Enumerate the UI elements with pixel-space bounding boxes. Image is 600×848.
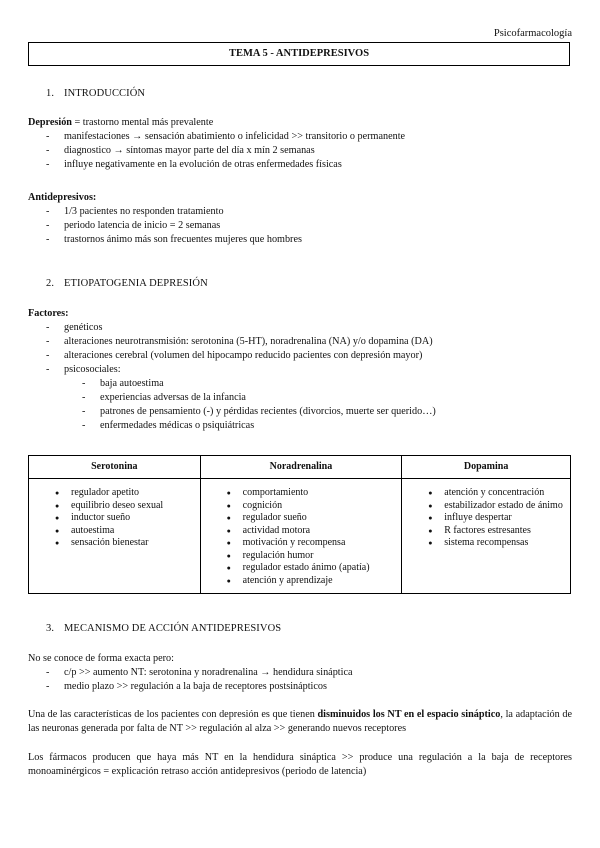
serotonina-list bbox=[29, 487, 200, 550]
neurotransmitter-table bbox=[28, 455, 571, 594]
list-item: - manifestaciones → sensación abatimiento o infelicidad >> transitorio o permanente bbox=[28, 130, 572, 144]
column-header-serotonina: Serotonina bbox=[29, 456, 201, 479]
list-item: ● cognición bbox=[201, 500, 402, 513]
list-item: - alteraciones cerebral (volumen del hipocampo reducido pacientes con depresión mayor) bbox=[28, 349, 572, 363]
psicosociales-list bbox=[28, 377, 572, 433]
list-item: - c/p >> aumento NT: serotonina y noradrenalina → hendidura sináptica bbox=[28, 666, 572, 680]
table-row bbox=[29, 479, 571, 594]
list-item: ● sistema recompensas bbox=[402, 537, 570, 550]
list-item: ● equilibrio deseo sexual bbox=[29, 500, 200, 513]
paragraph-text: , la adaptación de las neuronas generada por falta de NT >> regulación al alza >> generando nuevos receptores bbox=[28, 709, 573, 734]
list-item: ● motivación y recompensa bbox=[201, 537, 402, 550]
noradrenalina-list bbox=[201, 487, 402, 587]
section-heading-etiopatogenia bbox=[46, 277, 208, 291]
list-item: - diagnostico → síntomas mayor parte del día x mín 2 semanas bbox=[28, 144, 572, 158]
list-item: - medio plazo >> regulación a la baja de receptores postsinápticos bbox=[28, 680, 572, 694]
list-item: ● inductor sueño bbox=[29, 512, 200, 525]
page-header-subject: Psicofarmacología bbox=[493, 28, 572, 39]
list-item: ● regulador apetito bbox=[29, 487, 200, 500]
paragraph-farmacos bbox=[28, 751, 572, 779]
noradrenalina-cell bbox=[200, 479, 402, 594]
list-item: - trastornos ánimo más son frecuentes mujeres que hombres bbox=[28, 233, 572, 247]
list-item: ● actividad motora bbox=[201, 525, 402, 538]
paragraph-nt-disminuidos bbox=[28, 708, 572, 736]
list-item: ● regulador sueño bbox=[201, 512, 402, 525]
section-number: 2. bbox=[46, 278, 55, 289]
list-item: ● influye despertar bbox=[402, 512, 570, 525]
section-title-text: INTRODUCCIÓN bbox=[64, 88, 146, 99]
list-item: ● atención y aprendizaje bbox=[201, 575, 402, 588]
list-item: ● estabilizador estado de ánimo bbox=[402, 500, 570, 513]
depresion-definition bbox=[28, 116, 572, 130]
list-item: ● R factores estresantes bbox=[402, 525, 570, 538]
depresion-block bbox=[28, 116, 572, 172]
list-item: - baja autoestima bbox=[28, 377, 572, 391]
list-item: - periodo latencia de inicio = 2 semanas bbox=[28, 219, 572, 233]
mecanismo-list bbox=[28, 666, 572, 694]
antidepresivos-block bbox=[28, 191, 572, 247]
table-header-row bbox=[29, 456, 571, 479]
mecanismo-intro: No se conoce de forma exacta pero: bbox=[28, 653, 174, 664]
list-item: ● comportamiento bbox=[201, 487, 402, 500]
section-heading-introduccion bbox=[46, 87, 145, 101]
page-title bbox=[28, 42, 570, 66]
list-item: - enfermedades médicas o psiquiátricas bbox=[28, 419, 572, 433]
section-number: 3. bbox=[46, 623, 55, 634]
list-item: ● regulación humor bbox=[201, 550, 402, 563]
list-item: - psicosociales: bbox=[28, 363, 572, 377]
antidepresivos-label: Antidepresivos: bbox=[28, 192, 97, 203]
mecanismo-block bbox=[28, 652, 572, 694]
depresion-list bbox=[28, 130, 572, 172]
serotonina-cell bbox=[29, 479, 201, 594]
list-item: - influye negativamente en la evolución de otras enfermedades físicas bbox=[28, 158, 572, 172]
factores-label: Factores: bbox=[28, 308, 69, 319]
list-item: - patrones de pensamiento (-) y pérdidas recientes (divorcios, muerte ser querido…) bbox=[28, 405, 572, 419]
section-heading-mecanismo bbox=[46, 622, 281, 636]
paragraph-emphasis: disminuidos los NT en el espacio sináptico bbox=[317, 709, 501, 720]
list-item: - alteraciones neurotransmisión: serotonina (5-HT), noradrenalina (NA) y/o dopamina (DA) bbox=[28, 335, 572, 349]
paragraph-text: Una de las características de los pacientes con depresión es que tienen bbox=[28, 709, 318, 720]
column-header-noradrenalina: Noradrenalina bbox=[200, 456, 402, 479]
paragraph-text: Los fármacos producen que haya más NT en la hendidura sináptica >> produce una regulación a la baja de receptores monoaminérgicos = explicación retraso acción antidepresivos (periodo de latencia) bbox=[28, 752, 572, 777]
antidepresivos-list bbox=[28, 205, 572, 247]
depresion-definition-text: = trastorno mental más prevalente bbox=[71, 117, 214, 128]
page-title-text: TEMA 5 - ANTIDEPRESIVOS bbox=[228, 48, 370, 59]
list-item: - genéticos bbox=[28, 321, 572, 335]
section-title-text: ETIOPATOGENIA DEPRESIÓN bbox=[64, 278, 208, 289]
list-item: ● autoestima bbox=[29, 525, 200, 538]
depresion-label: Depresión bbox=[28, 117, 72, 128]
column-header-dopamina: Dopamina bbox=[402, 456, 571, 479]
factores-list bbox=[28, 321, 572, 377]
list-item: ● atención y concentración bbox=[402, 487, 570, 500]
list-item: ● sensación bienestar bbox=[29, 537, 200, 550]
section-number: 1. bbox=[46, 88, 55, 99]
factores-block bbox=[28, 307, 572, 433]
list-item: ● regulador estado ánimo (apatía) bbox=[201, 562, 402, 575]
list-item: - experiencias adversas de la infancia bbox=[28, 391, 572, 405]
section-title-text: MECANISMO DE ACCIÓN ANTIDEPRESIVOS bbox=[64, 623, 282, 634]
dopamina-cell bbox=[402, 479, 571, 594]
list-item: - 1/3 pacientes no responden tratamiento bbox=[28, 205, 572, 219]
dopamina-list bbox=[402, 487, 570, 550]
